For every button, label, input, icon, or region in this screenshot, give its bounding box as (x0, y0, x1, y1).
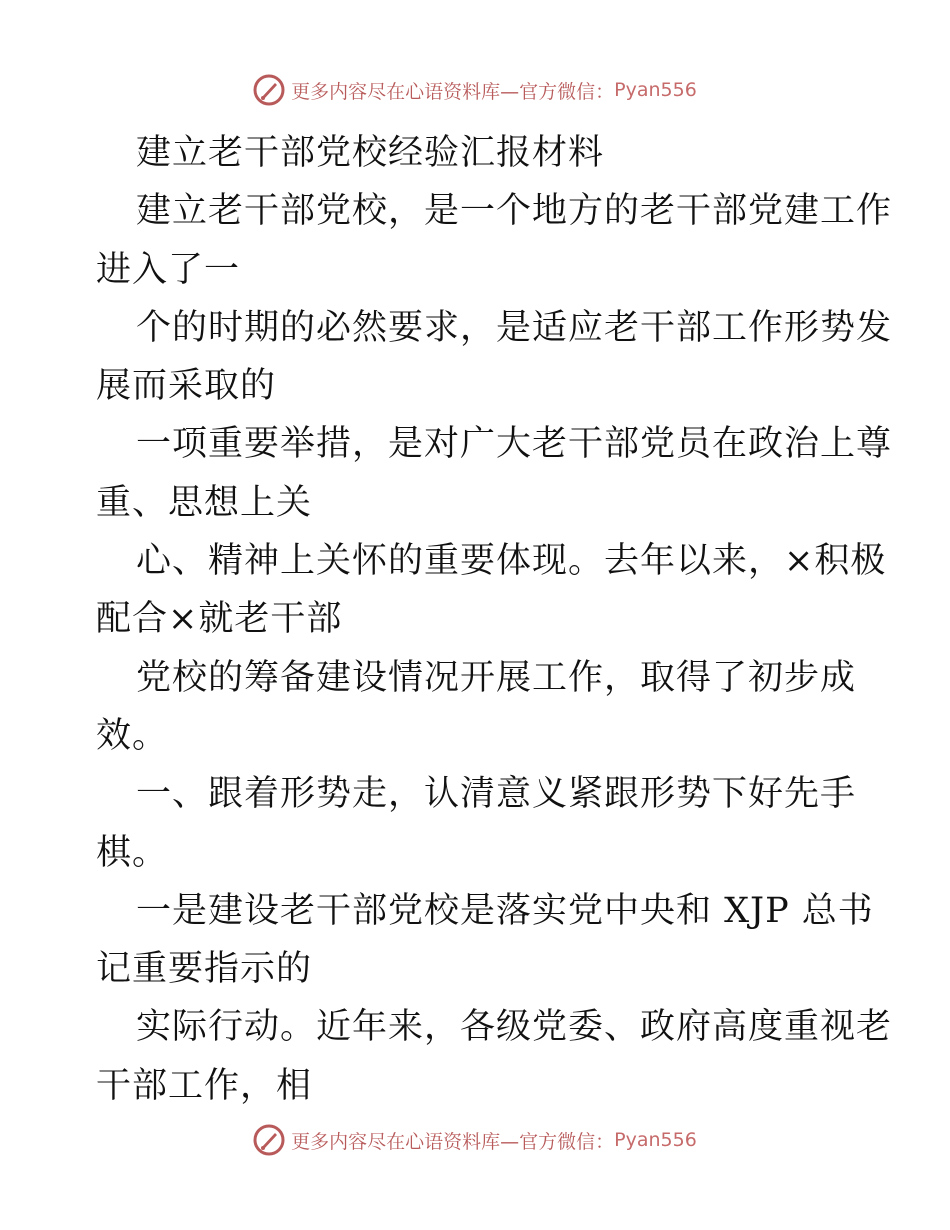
quill-logo-icon (253, 1124, 285, 1156)
text-line: 党校的筹备建设情况开展工作，取得了初步成 (136, 657, 857, 698)
text-line: 棋。 (96, 832, 169, 873)
text-line: 个的时期的必然要求，是适应老干部工作形势发 (136, 307, 893, 348)
text-line: 记重要指示的 (96, 949, 313, 990)
text-line: 建立老干部党校，是一个地方的老干部党建工作 (136, 191, 893, 232)
watermark-text: 更多内容尽在心语资料库—官方微信： (291, 80, 615, 103)
text-line: 一是建设老干部党校是落实党中央和 XJP 总书 (136, 890, 874, 931)
text-line: 展而采取的 (96, 366, 277, 407)
header-watermark (0, 70, 950, 110)
text-line: 一、跟着形势走，认清意义紧跟形势下好先手 (136, 774, 857, 815)
document-body (96, 124, 893, 1115)
watermark-text: 更多内容尽在心语资料库—官方微信： (291, 1130, 615, 1153)
text-line: 建立老干部党校经验汇报材料 (136, 133, 605, 173)
text-line: 一项重要举措，是对广大老干部党员在政治上尊 (136, 424, 893, 465)
quill-logo-icon (253, 74, 285, 106)
text-line: 效。 (96, 715, 169, 756)
text-line: 实际行动。近年来，各级党委、政府高度重视老 (136, 1007, 893, 1048)
text-line: 进入了一 (96, 249, 241, 290)
text-line: 心、精神上关怀的重要体现。去年以来，×积极 (136, 541, 887, 582)
text-line: 重、思想上关 (96, 482, 313, 523)
footer-watermark (0, 1120, 950, 1160)
watermark-id: Pyan556 (614, 1129, 697, 1151)
text-line: 配合×就老干部 (96, 599, 343, 640)
text-line: 干部工作，相 (96, 1065, 313, 1106)
watermark-id: Pyan556 (614, 79, 697, 101)
